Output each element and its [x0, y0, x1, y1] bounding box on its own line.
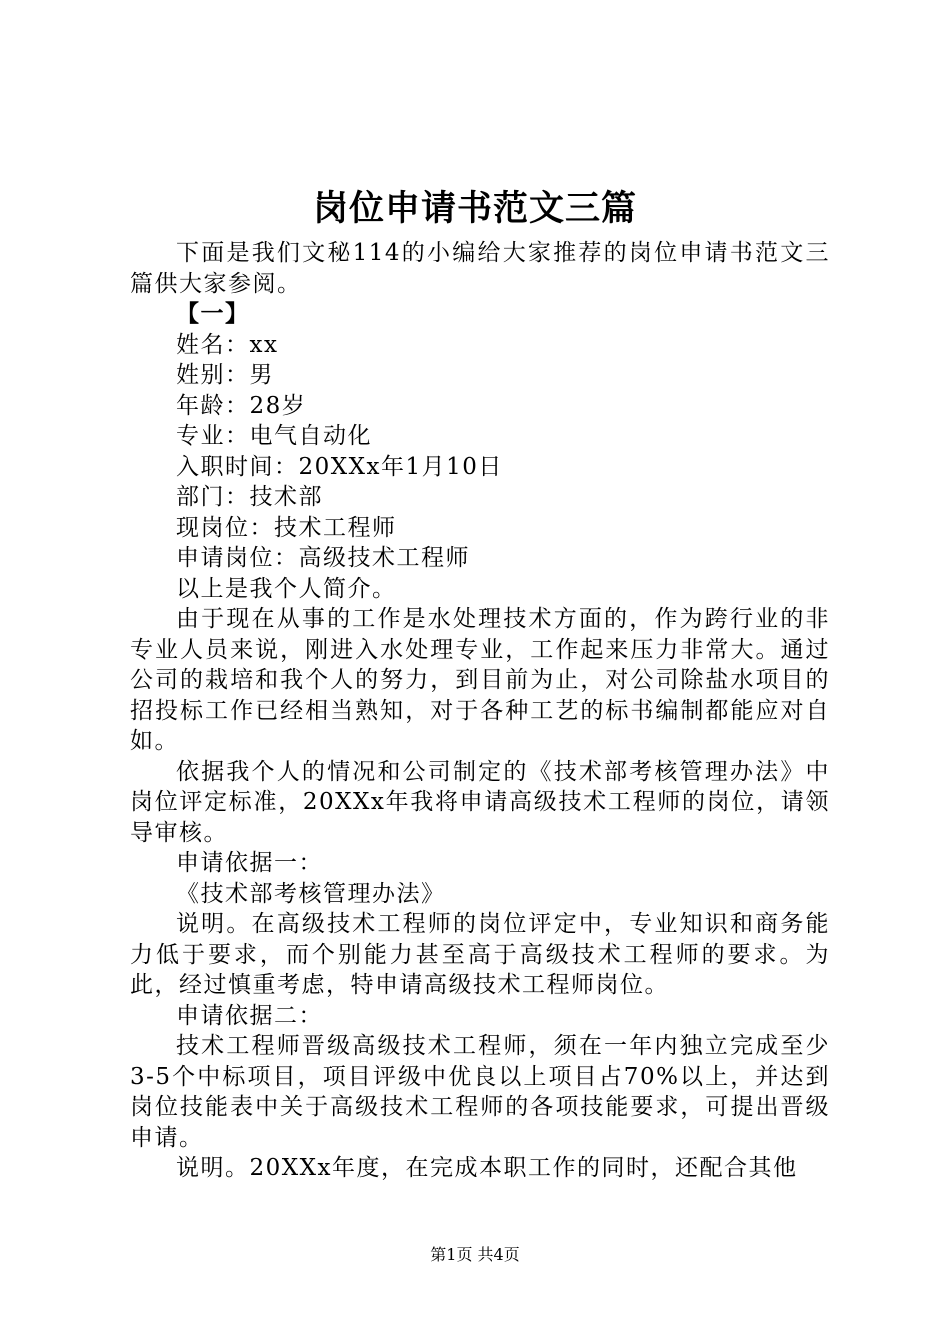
basis-one-document: 《技术部考核管理办法》: [176, 880, 446, 907]
application-paragraph: 依据我个人的情况和公司制定的《技术部考核管理办法》中岗位评定标准，20XXx年我将申请高级技术工程师的岗位，请领导审核。: [130, 758, 830, 846]
basis-two-heading: 申请依据二：: [176, 1002, 323, 1029]
intro-paragraph: 下面是我们文秘114的小编给大家推荐的岗位申请书范文三篇供大家参阅。: [130, 240, 830, 297]
info-age: 年龄：28岁: [176, 392, 307, 419]
info-major: 专业：电气自动化: [176, 423, 372, 449]
basis-two-explanation: 说明。20XXx年度，在完成本职工作的同时，还配合其他: [176, 1155, 798, 1181]
info-current-position: 现岗位：技术工程师: [176, 514, 397, 541]
page-footer: 第1页 共4页: [430, 1245, 520, 1264]
section-heading-one: 【一】: [176, 300, 250, 327]
document-title: 岗位申请书范文三篇: [312, 188, 637, 229]
intro-summary: 以上是我个人简介。: [176, 575, 397, 602]
basis-one-explanation: 说明。在高级技术工程师的岗位评定中，专业知识和商务能力低于要求，而个别能力甚至高于高级技术工程师的要求。为此，经过慎重考虑，特申请高级技术工程师岗位。: [130, 911, 830, 998]
background-paragraph: 由于现在从事的工作是水处理技术方面的，作为跨行业的非专业人员来说，刚进入水处理专业，工作起来压力非常大。通过公司的栽培和我个人的努力，到目前为止，对公司除盐水项目的招投标工作已经相当熟知，对于各种工艺的标书编制都能应对自如。: [130, 606, 830, 754]
info-gender: 姓别：男: [176, 362, 274, 388]
basis-two-requirement: 技术工程师晋级高级技术工程师，须在一年内独立完成至少3-5个中标项目，项目评级中优良以上项目占70%以上，并达到岗位技能表中关于高级技术工程师的各项技能要求，可提出晋级申请。: [130, 1033, 830, 1151]
info-name: 姓名：xx: [176, 331, 279, 358]
info-hire-date: 入职时间：20XXx年1月10日: [176, 453, 503, 480]
info-department: 部门：技术部: [176, 484, 323, 510]
info-applied-position: 申请岗位：高级技术工程师: [176, 545, 470, 571]
document-body: [130, 238, 830, 1184]
basis-one-heading: 申请依据一：: [176, 850, 323, 876]
